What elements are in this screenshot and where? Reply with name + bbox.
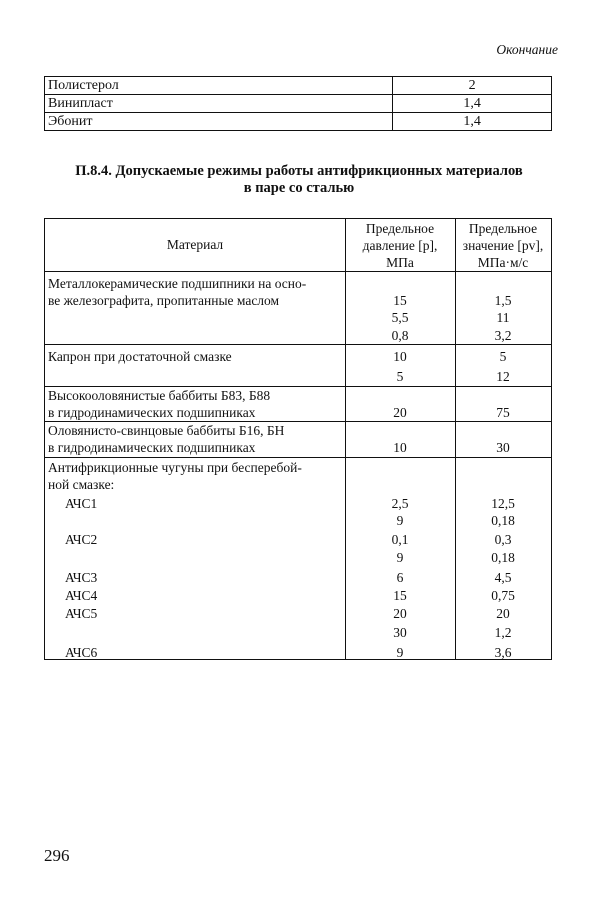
pv-value: 4,5 <box>494 570 512 585</box>
header-line: МПа·м/с <box>477 255 529 270</box>
pressure-value: 6 <box>396 570 404 585</box>
section-title-line: П.8.4. Допускаемые режимы работы антифрикционных материалов <box>75 163 523 179</box>
pv-value: 1,2 <box>494 625 512 640</box>
pv-value: 0,18 <box>491 513 515 528</box>
grade-label: АЧС4 <box>65 588 98 603</box>
grade-label: АЧС1 <box>65 496 98 511</box>
material-description <box>48 387 270 421</box>
pv-value: 0,3 <box>494 532 512 547</box>
pv-value: 0,75 <box>491 588 515 603</box>
material-name: Винипласт <box>45 95 393 113</box>
pressure-value: 15 <box>393 588 407 603</box>
pv-value: 3,6 <box>494 645 512 660</box>
running-head: Окончание <box>496 42 558 57</box>
description-line: Антифрикционные чугуны при бесперебой- <box>48 460 302 475</box>
material-description <box>48 348 232 365</box>
material-value: 2 <box>393 77 552 95</box>
pressure-value: 9 <box>396 550 404 565</box>
modes-table <box>44 218 552 660</box>
header-material: Материал <box>166 237 224 252</box>
pv-value: 0,18 <box>491 550 515 565</box>
material-description <box>48 275 306 309</box>
header-line: МПа <box>386 255 414 270</box>
pv-value: 12,5 <box>491 496 515 511</box>
continued-table <box>44 76 552 131</box>
pressure-value: 30 <box>393 625 407 640</box>
pressure-value: 20 <box>393 405 407 420</box>
description-line: ве железографита, пропитанные маслом <box>48 293 280 308</box>
description-line: Оловянисто-свинцовые баббиты Б16, БН <box>48 423 285 438</box>
header-line: давление [p], <box>362 238 438 253</box>
page-number: 296 <box>44 846 70 865</box>
row-divider <box>45 344 551 345</box>
material-name: Полистерол <box>45 77 393 95</box>
header-pressure <box>345 220 455 271</box>
pressure-value: 10 <box>393 440 407 455</box>
table-row <box>45 95 552 113</box>
pressure-value: 15 <box>393 293 407 308</box>
grade-label: АЧС2 <box>65 532 98 547</box>
material-value: 1,4 <box>393 95 552 113</box>
description-line: Металлокерамические подшипники на осно- <box>48 276 307 291</box>
material-name: Эбонит <box>45 113 393 131</box>
description-line: в гидродинамических подшипниках <box>48 440 256 455</box>
pressure-value: 5,5 <box>391 310 409 325</box>
material-description <box>48 459 302 493</box>
pv-value: 20 <box>496 606 510 621</box>
description-line: в гидродинамических подшипниках <box>48 405 256 420</box>
table-row <box>45 113 552 131</box>
material-description <box>48 422 284 456</box>
pv-value: 30 <box>496 440 510 455</box>
description-line: Высокооловянистые баббиты Б83, Б88 <box>48 388 271 403</box>
row-divider <box>45 457 551 458</box>
material-value: 1,4 <box>393 113 552 131</box>
pressure-value: 20 <box>393 606 407 621</box>
pressure-value: 2,5 <box>391 496 409 511</box>
pressure-value: 0,1 <box>391 532 409 547</box>
header-pv <box>455 220 551 271</box>
header-line: Предельное <box>468 221 538 236</box>
header-line: значение [pv], <box>462 238 544 253</box>
pressure-value: 5 <box>396 369 404 384</box>
header-line: Предельное <box>365 221 435 236</box>
pv-value: 5 <box>499 349 507 364</box>
pressure-value: 9 <box>396 513 404 528</box>
pressure-value: 0,8 <box>391 328 409 343</box>
pv-value: 1,5 <box>494 293 512 308</box>
row-divider <box>45 271 551 272</box>
pv-value: 3,2 <box>494 328 512 343</box>
section-title-line: в паре со сталью <box>243 180 355 196</box>
grade-label: АЧС3 <box>65 570 98 585</box>
description-line: ной смазке: <box>48 477 115 492</box>
description-line: Капрон при достаточной смазке <box>48 349 232 364</box>
table-row <box>45 77 552 95</box>
pressure-value: 9 <box>396 645 404 660</box>
grade-label: АЧС6 <box>65 645 98 660</box>
section-title <box>44 163 554 197</box>
pv-value: 75 <box>496 405 510 420</box>
pv-value: 12 <box>496 369 510 384</box>
grade-label: АЧС5 <box>65 606 98 621</box>
pv-value: 11 <box>496 310 510 325</box>
pressure-value: 10 <box>393 349 407 364</box>
